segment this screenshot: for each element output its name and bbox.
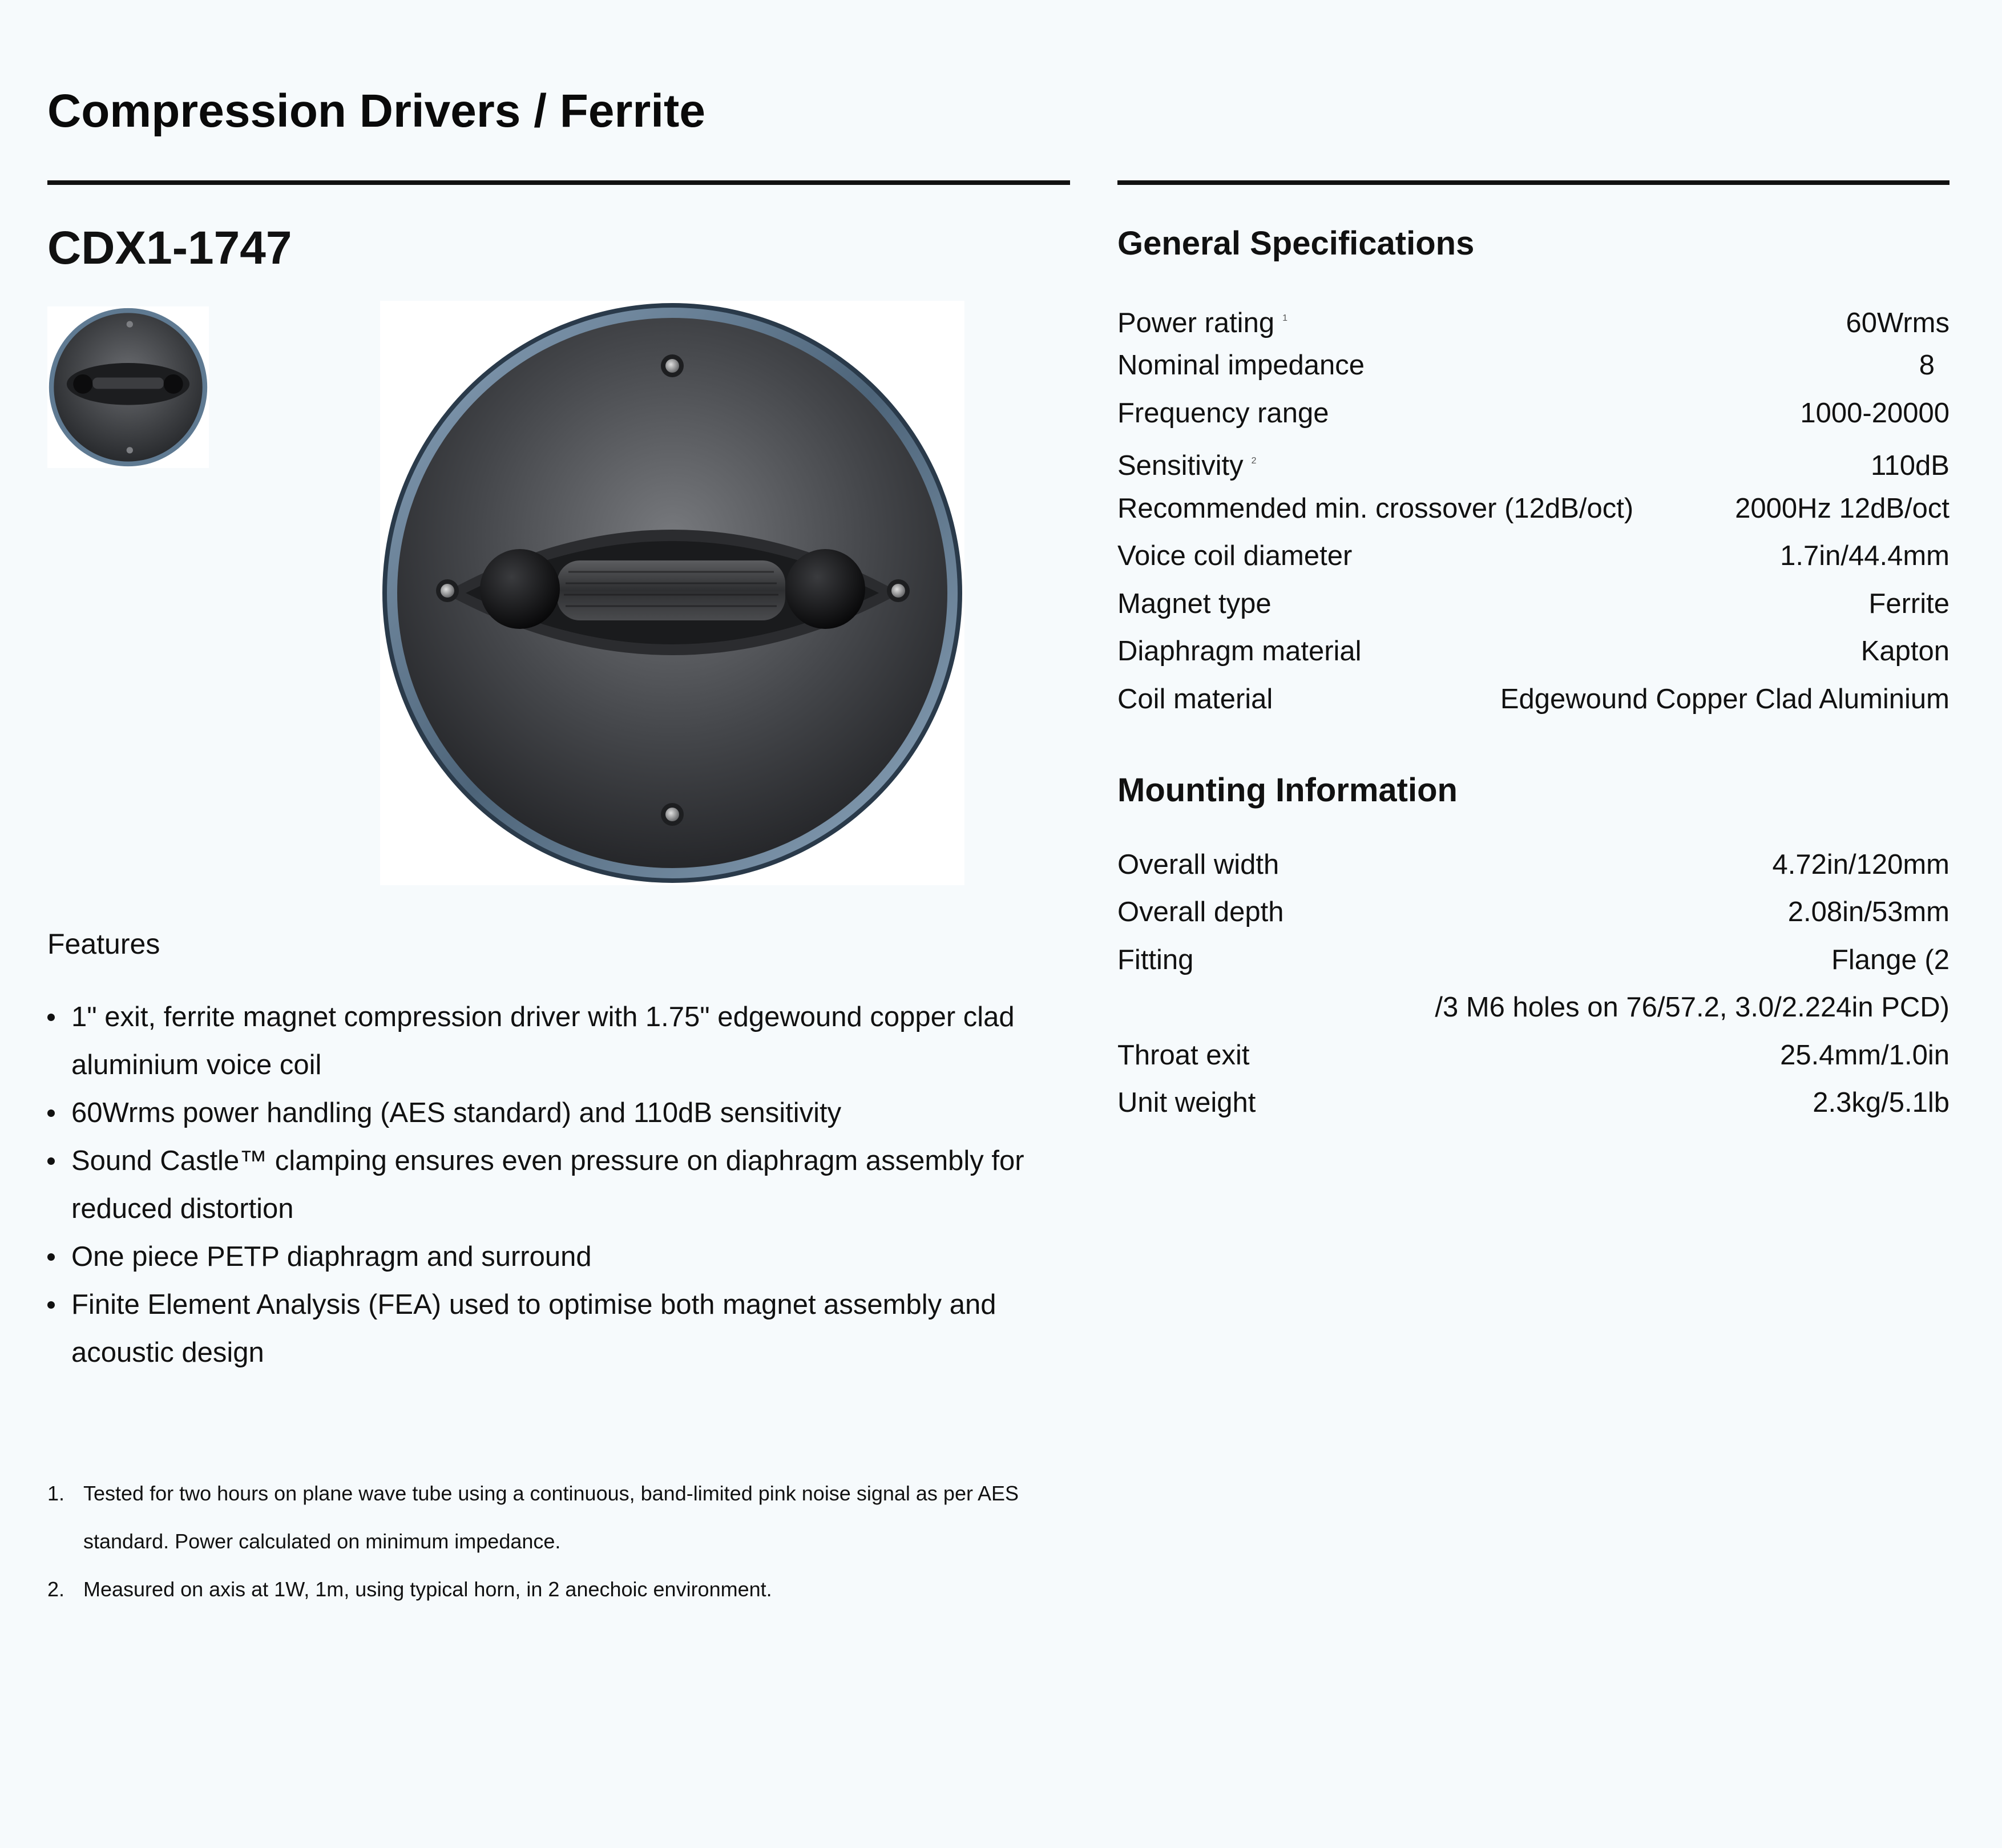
footnote-text: Measured on axis at 1W, 1m, using typical horn, in 2 anechoic environment.: [83, 1577, 772, 1601]
spec-row-unit-weight: [1117, 1079, 1949, 1127]
spec-value: Ferrite: [1868, 588, 1949, 619]
divider-right: [1117, 180, 1949, 185]
compression-driver-illustration: [380, 301, 964, 885]
spec-row-fitting-continued: [1117, 984, 1949, 1032]
spec-row-power-rating: [1117, 294, 1949, 342]
spec-value: Edgewound Copper Clad Aluminium: [1500, 683, 1949, 715]
spec-value: 2.08in/53mm: [1787, 897, 1949, 928]
mounting-table: [1117, 841, 1949, 1127]
spec-value: /3 M6 holes on 76/57.2, 3.0/2.224in PCD): [1435, 992, 1949, 1023]
spec-label: Voice coil diameter: [1117, 540, 1353, 572]
spec-value: Flange (2: [1831, 944, 1949, 975]
spec-label: Coil material: [1117, 683, 1273, 715]
spec-label: Frequency range: [1117, 397, 1329, 429]
divider-left: [47, 180, 1070, 185]
spec-value: 2000Hz 12dB/oct: [1735, 493, 1949, 524]
feature-item: One piece PETP diaphragm and surround: [47, 1233, 1069, 1281]
spec-value: 4.72in/120mm: [1772, 849, 1949, 880]
footnote-number: 1.: [47, 1482, 65, 1505]
category-title: Compression Drivers / Ferrite: [47, 85, 705, 137]
model-title: CDX1-1747: [47, 222, 292, 274]
spec-table: [1117, 294, 1949, 724]
spec-row-nominal-impedance: [1117, 342, 1949, 390]
spec-label: Overall width: [1117, 849, 1279, 880]
footnote-ref: 1: [1282, 313, 1287, 323]
spec-value: Kapton: [1860, 636, 1949, 667]
spec-value: 1000-20000: [1800, 397, 1949, 429]
spec-row-magnet-type: [1117, 580, 1949, 628]
feature-item: Finite Element Analysis (FEA) used to optimise both magnet assembly and acoustic design: [47, 1281, 1069, 1377]
spec-row-coil-material: [1117, 676, 1949, 724]
footnote-item: [47, 1470, 1075, 1565]
spec-label: Power rating $^1$: [1117, 307, 1287, 338]
general-specifications-heading: General Specifications: [1117, 225, 1475, 262]
spec-label: Magnet type: [1117, 588, 1272, 619]
footnote-ref: 2: [1251, 456, 1257, 466]
spec-value: 60Wrms: [1846, 307, 1949, 338]
spec-row-voice-coil-diameter: [1117, 532, 1949, 580]
features-heading: Features: [47, 928, 160, 960]
spec-label: Diaphragm material: [1117, 636, 1362, 667]
feature-item: 1" exit, ferrite magnet compression driver with 1.75" edgewound copper clad aluminium voice coil: [47, 993, 1069, 1089]
spec-row-overall-width: [1117, 841, 1949, 889]
mounting-information-heading: Mounting Information: [1117, 772, 1458, 809]
product-image: [380, 301, 964, 885]
spec-value: 1.7in/44.4mm: [1780, 540, 1949, 572]
footnote-text: Tested for two hours on plane wave tube using a continuous, band-limited pink noise signal as per AES standard. Power calculated on minimum impedance.: [83, 1482, 1019, 1553]
feature-item: 60Wrms power handling (AES standard) and 110dB sensitivity: [47, 1089, 1069, 1137]
spec-value: 110dB: [1870, 450, 1949, 482]
spec-label: Fitting: [1117, 944, 1194, 975]
spec-value: 2.3kg/5.1lb: [1813, 1087, 1949, 1119]
features-list: [47, 993, 1069, 1377]
footnote-number: 2.: [47, 1577, 65, 1601]
spec-label: Sensitivity $^2$: [1117, 450, 1257, 482]
feature-item: Sound Castle™ clamping ensures even pressure on diaphragm assembly for reduced distortion: [47, 1137, 1069, 1233]
spec-row-crossover: [1117, 485, 1949, 533]
spec-row-fitting: [1117, 937, 1949, 984]
footnote-item: [47, 1565, 1075, 1613]
spec-row-sensitivity: [1117, 437, 1949, 485]
product-thumbnail[interactable]: [47, 306, 209, 468]
mounting-information: [1117, 770, 1949, 1127]
product-thumbnail-graphic: [47, 306, 209, 468]
spec-row-frequency-range: [1117, 390, 1949, 438]
spec-label: Recommended min. crossover (12dB/oct): [1117, 493, 1634, 524]
spec-value: 8: [1919, 350, 1935, 381]
spec-row-throat-exit: [1117, 1032, 1949, 1080]
spec-label: Throat exit: [1117, 1039, 1250, 1071]
spec-row-overall-depth: [1117, 889, 1949, 937]
spec-row-diaphragm-material: [1117, 628, 1949, 676]
spec-label: Nominal impedance: [1117, 350, 1365, 381]
spec-label: Unit weight: [1117, 1087, 1256, 1119]
spec-label: Overall depth: [1117, 897, 1284, 928]
general-specifications: [1117, 224, 1949, 723]
footnotes: [47, 1470, 1075, 1613]
spec-value: 25.4mm/1.0in: [1780, 1039, 1949, 1071]
